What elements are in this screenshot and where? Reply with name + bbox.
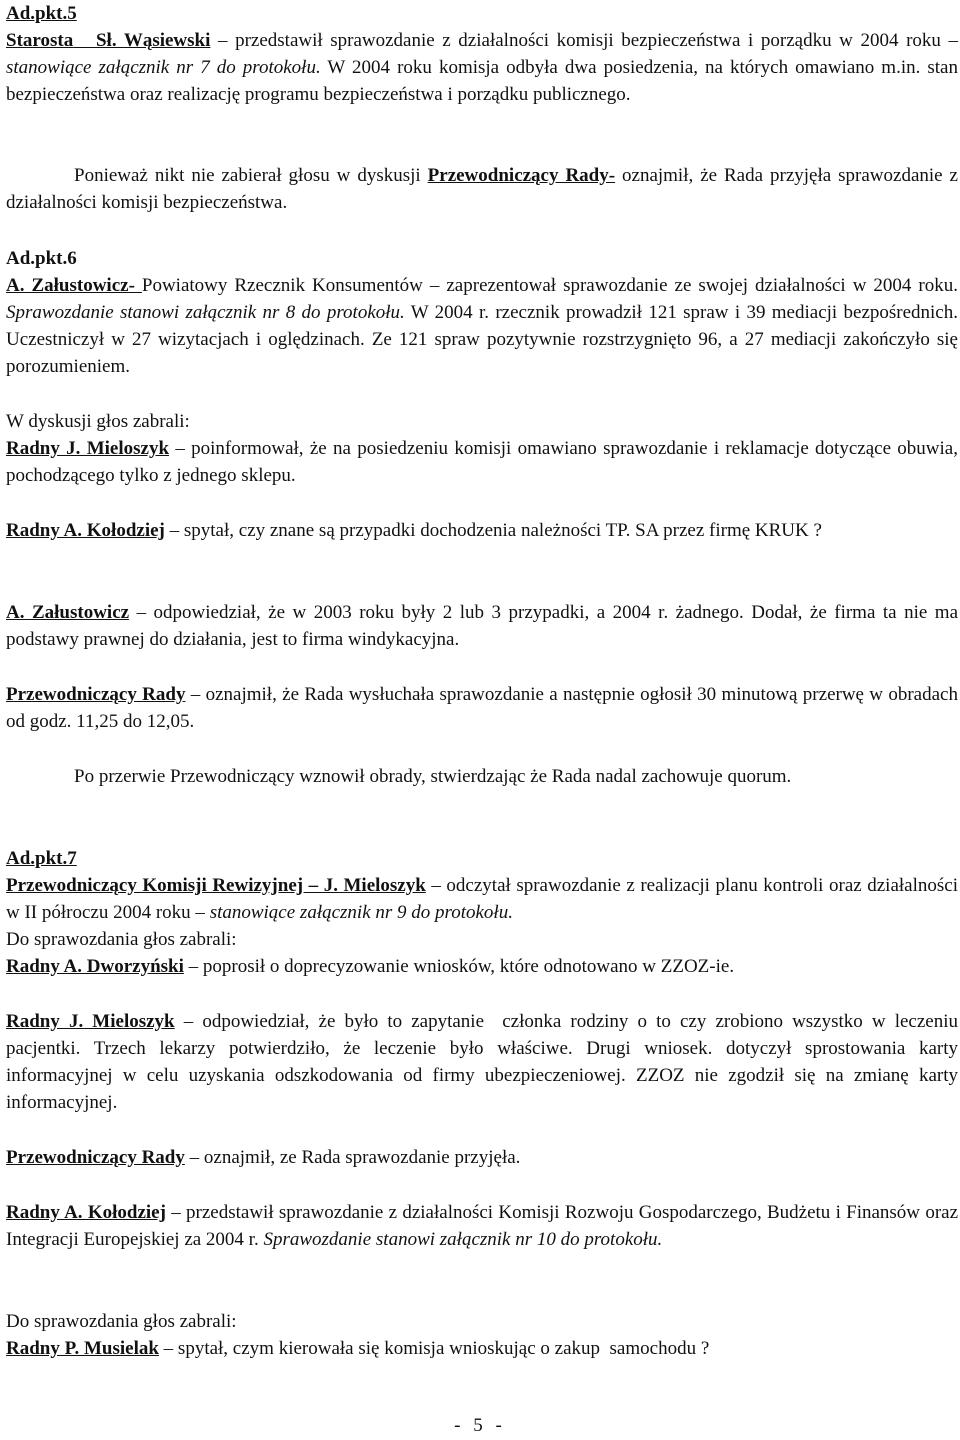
paragraph-6-report: [6, 272, 958, 380]
statement-mieloszyk: [6, 435, 958, 489]
paragraph-text: – odczytał sprawozdanie z realizacji planu kontroli oraz działalności w II półroczu 2004 roku –: [6, 875, 958, 923]
speaker-kolodziej: Radny A. Kołodziej: [6, 520, 165, 541]
discussion-label-7b: [6, 1308, 958, 1335]
speaker-spacer: [73, 30, 96, 51]
statement-text: – odpowiedział, że w 2003 roku były 2 lub 3 przypadki, a 2004 r. żadnego. Dodał, że firma ta nie ma podstawy prawnej do działania, jest to firma windykacyjna.: [6, 602, 958, 650]
statement-chairman-2: [6, 1144, 958, 1171]
statement-text: – odpowiedział, że było to zapytanie członka rodziny o to czy zrobiono wszystko w leczeniu pacjentki. Trzech lekarzy potwierdziło, że leczenie było właściwe. Drugi wniosek. dotyczył sprostowania karty informacyjnej w celu uzyskania odszkodowania od firmy ubezpieczeniowej. ZZOZ nie zgodził się na zmianę karty informacyjnej.: [6, 1011, 958, 1113]
paragraph-text: Po przerwie Przewodniczący wznowił obrady, stwierdzając że Rada nadal zachowuje quorum.: [74, 766, 792, 787]
statement-text: – poinformował, że na posiedzeniu komisji omawiano sprawozdanie i reklamacje dotyczące obuwia, pochodzącego tylko z jednego sklepu.: [6, 438, 958, 486]
discussion-text: W dyskusji głos zabrali:: [6, 411, 190, 432]
discussion-label-6: [6, 408, 958, 435]
paragraph-5-report: [6, 27, 958, 108]
page-number: - 5 -: [454, 1415, 506, 1436]
speaker-mieloszyk: Radny J. Mieloszyk: [6, 438, 170, 459]
attachment-note: Sprawozdanie stanowi załącznik nr 10 do protokołu.: [263, 1229, 663, 1250]
statement-kolodziej-2: [6, 1199, 958, 1253]
paragraph-text: W 2004 r. rzecznik prowadził 121 spraw i 39 mediacji bezpośrednich. Uczestniczył w 27 wizytacjach i oględzinach. Ze 121 spraw pozytywnie rozstrzygnięto 96, a 27 mediacji zakończyło się porozumieniem.: [6, 302, 958, 377]
discussion-text: Do sprawozdania głos zabrali:: [6, 1311, 237, 1332]
discussion-text: Do sprawozdania głos zabrali:: [6, 929, 237, 950]
paragraph-text: Powiatowy Rzecznik Konsumentów – zaprezentował sprawozdanie ze swojej działalności w 2004 roku.: [141, 275, 958, 296]
paragraph-text: oznajmił, że Rada przyjęła sprawozdanie z działalności komisji bezpieczeństwa.: [6, 165, 958, 213]
speaker-starosta: Starosta: [6, 30, 74, 51]
statement-text: – poprosił o doprecyzowanie wniosków, które odnotowano w ZZOZ-ie.: [183, 956, 735, 977]
heading-text: Ad.pkt.6: [6, 248, 77, 269]
attachment-note: stanowiące załącznik nr 9 do protokołu.: [209, 902, 513, 923]
speaker-name: Sł. Wąsiewski: [95, 30, 211, 51]
statement-dworzynski: [6, 953, 958, 980]
statement-musielak: [6, 1335, 958, 1362]
paragraph-7-audit: [6, 872, 958, 926]
section-heading-7: [6, 845, 958, 872]
speaker-audit-chairman: Przewodniczący Komisji Rewizyjnej – J. Mieloszyk: [6, 875, 426, 896]
discussion-label-7: [6, 926, 958, 953]
paragraph-5-adoption: [6, 162, 958, 216]
speaker-chairman: Przewodniczący Rady-: [427, 165, 616, 186]
speaker-dworzynski: Radny A. Dworzyński: [6, 956, 184, 977]
attachment-note: Sprawozdanie stanowi załącznik nr 8 do protokołu.: [6, 302, 405, 323]
paragraph-text: – przedstawił sprawozdanie z działalności komisji bezpieczeństwa i porządku w 2004 roku –: [210, 30, 958, 51]
statement-text: – spytał, czym kierowała się komisja wnioskując o zakup samochodu ?: [158, 1338, 710, 1359]
speaker-zalustowicz: A. Załustowicz-: [6, 275, 142, 296]
statement-text: – oznajmił, że Rada wysłuchała sprawozdanie a następnie ogłosił 30 minutową przerwę w obradach od godz. 11,25 do 12,05.: [6, 684, 958, 732]
speaker-mieloszyk: Radny J. Mieloszyk: [6, 1011, 175, 1032]
speaker-zalustowicz: A. Załustowicz: [6, 602, 130, 623]
paragraph-text: W 2004 roku komisja odbyła dwa posiedzenia, na których omawiano m.in. stan bezpieczeństwa oraz realizację programu bezpieczeństwa i porządku publicznego.: [6, 57, 958, 105]
heading-text: Ad.pkt.7: [6, 848, 77, 869]
statement-text: – oznajmił, ze Rada sprawozdanie przyjęła.: [184, 1147, 521, 1168]
speaker-kolodziej: Radny A. Kołodziej: [6, 1202, 166, 1223]
speaker-chairman: Przewodniczący Rady: [6, 1147, 185, 1168]
speaker-chairman: Przewodniczący Rady: [6, 684, 186, 705]
attachment-note: stanowiące załącznik nr 7 do protokołu.: [6, 57, 321, 78]
heading-text: Ad.pkt.5: [6, 3, 77, 24]
section-heading-5: [6, 0, 958, 27]
statement-kolodziej: [6, 517, 958, 544]
statement-text: – spytał, czy znane są przypadki dochodzenia należności TP. SA przez firmę KRUK ?: [164, 520, 822, 541]
statement-mieloszyk-2: [6, 1008, 958, 1116]
paragraph-break-resumed: [6, 763, 958, 790]
section-heading-6: [6, 245, 958, 272]
speaker-musielak: Radny P. Musielak: [6, 1338, 159, 1359]
statement-chairman: [6, 681, 958, 735]
statement-text: – przedstawił sprawozdanie z działalności Komisji Rozwoju Gospodarczego, Budżetu i Finansów oraz Integracji Europejskiej za 2004 r.: [6, 1202, 959, 1250]
paragraph-text: Ponieważ nikt nie zabierał głosu w dyskusji: [74, 165, 428, 186]
statement-zalustowicz: [6, 599, 958, 653]
